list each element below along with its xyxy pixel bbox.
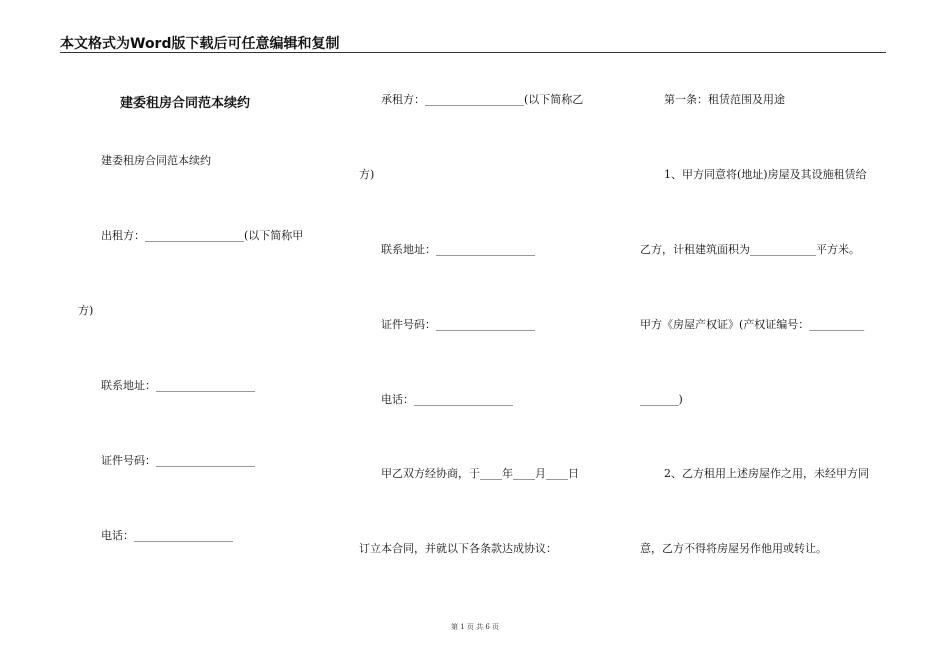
lessor-address-line: 联系地址：__________________ (101, 379, 255, 392)
lessor-phone-line: 电话：__________________ (101, 529, 233, 542)
lessee-continuation: 方) (359, 168, 375, 181)
negotiation-continuation: 订立本合同，并就以下各条款达成协议： (359, 542, 557, 555)
clause-one-continuation: 乙方，计租建筑面积为____________平方米。 (640, 243, 860, 256)
article-one-heading: 第一条：租赁范围及用途 (664, 93, 785, 106)
clause-one-line: 1、甲方同意将(地址)房屋及其设施租赁给 (664, 168, 867, 181)
subtitle-line: 建委租房合同范本续约 (101, 154, 211, 167)
clause-two-line: 2、乙方租用上述房屋作之用，未经甲方同 (664, 467, 869, 480)
lessor-line: 出租方：__________________(以下简称甲 (101, 229, 304, 242)
lessee-address-line: 联系地址：__________________ (381, 243, 535, 256)
page-footer: 第 1 页 共 6 页 (450, 623, 500, 631)
header-divider (60, 52, 886, 53)
lessee-id-line: 证件号码：__________________ (381, 318, 535, 331)
negotiation-line: 甲乙双方经协商，于____年____月____日 (381, 467, 579, 480)
clause-two-continuation: 意，乙方不得将房屋另作他用或转让。 (640, 542, 827, 555)
document-header-title: 本文格式为Word版下载后可任意编辑和复制 (60, 36, 340, 52)
certificate-continuation: _______) (640, 393, 683, 406)
document-title: 建委租房合同范本续约 (120, 96, 251, 111)
lessor-id-line: 证件号码：__________________ (101, 454, 255, 467)
lessee-phone-line: 电话：__________________ (381, 393, 513, 406)
lessor-continuation: 方) (78, 304, 94, 317)
lessee-line: 承租方：__________________(以下简称乙 (381, 93, 584, 106)
certificate-line: 甲方《房屋产权证》(产权证编号：__________ (640, 318, 865, 331)
